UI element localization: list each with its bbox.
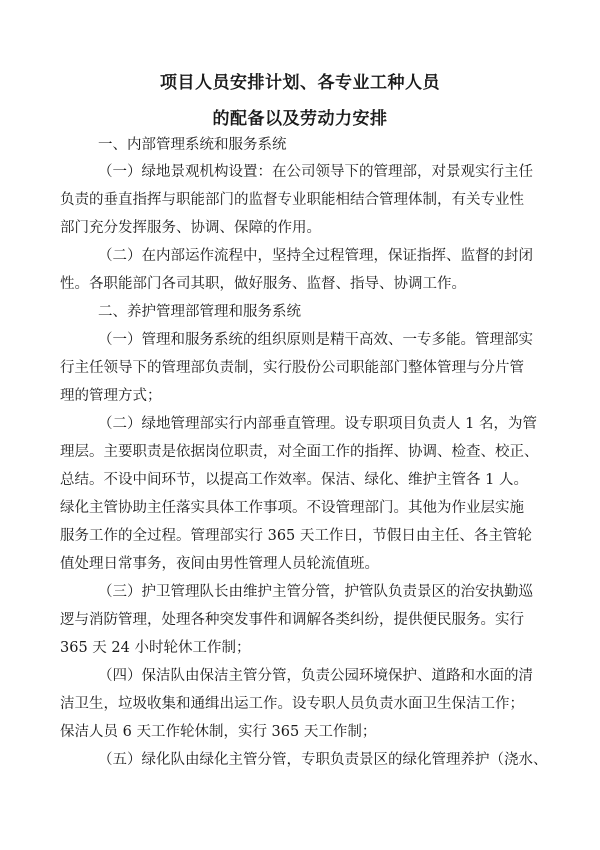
- paragraph-line: （一）管理和服务系统的组织原则是精干高效、一专多能。管理部实: [98, 332, 533, 348]
- document-title-line-2: 的配备以及劳动力安排: [212, 109, 388, 129]
- paragraph-line: 365 天 24 小时轮休工作制；: [60, 640, 251, 656]
- paragraph-line: 洁卫生，垃圾收集和通缉出运工作。设专职人员负责水面卫生保洁工作；: [60, 696, 524, 712]
- paragraph-line: 服务工作的全过程。管理部实行 365 天工作日，节假日由主任、各主管轮: [60, 528, 532, 544]
- section-heading: 二、养护管理部管理和服务系统: [98, 304, 301, 320]
- paragraph-line: 性。各职能部门各司其职，做好服务、监督、指导、协调工作。: [60, 276, 466, 292]
- paragraph-line: （三）护卫管理队长由维护主管分管，护管队负责景区的治安执勤巡: [98, 584, 533, 600]
- paragraph-line: 理的管理方式；: [60, 388, 162, 404]
- paragraph-line: （一）绿地景观机构设置：在公司领导下的管理部，对景观实行主任: [98, 164, 533, 180]
- paragraph-line: （二）绿地管理部实行内部垂直管理。设专职项目负责人 1 名，为管: [98, 416, 537, 432]
- paragraph-line: （四）保洁队由保洁主管分管，负责公园环境保护、道路和水面的清: [98, 668, 533, 684]
- paragraph-line: （五）绿化队由绿化主管分管，专职负责景区的绿化管理养护（浇水、: [98, 752, 548, 768]
- paragraph-line: 负责的垂直指挥与职能部门的监督专业职能相结合管理体制，有关专业性: [60, 192, 524, 208]
- paragraph-line: 逻与消防管理，处理各种突发事件和调解各类纠纷，提供便民服务。实行: [60, 612, 524, 628]
- paragraph-line: 总结。不设中间环节，以提高工作效率。保洁、绿化、维护主管各 1 人。: [60, 472, 528, 488]
- paragraph-line: （二）在内部运作流程中，坚持全过程管理，保证指挥、监督的封闭: [98, 248, 533, 264]
- section-heading: 一、内部管理系统和服务系统: [98, 137, 287, 153]
- paragraph-line: 部门充分发挥服务、协调、保障的作用。: [60, 220, 321, 236]
- paragraph-line: 理层。主要职责是依据岗位职责，对全面工作的指挥、协调、检查、校正、: [60, 444, 539, 460]
- paragraph-line: 值处理日常事务，夜间由男性管理人员轮流值班。: [60, 556, 379, 572]
- document-title-line-1: 项目人员安排计划、各专业工种人员: [160, 73, 440, 93]
- paragraph-line: 行主任领导下的管理部负责制，实行股份公司职能部门整体管理与分片管: [60, 360, 524, 376]
- paragraph-line: 绿化主管协助主任落实具体工作事项。不设管理部门。其他为作业层实施: [60, 500, 524, 516]
- paragraph-line: 保洁人员 6 天工作轮休制，实行 365 天工作制；: [60, 724, 377, 740]
